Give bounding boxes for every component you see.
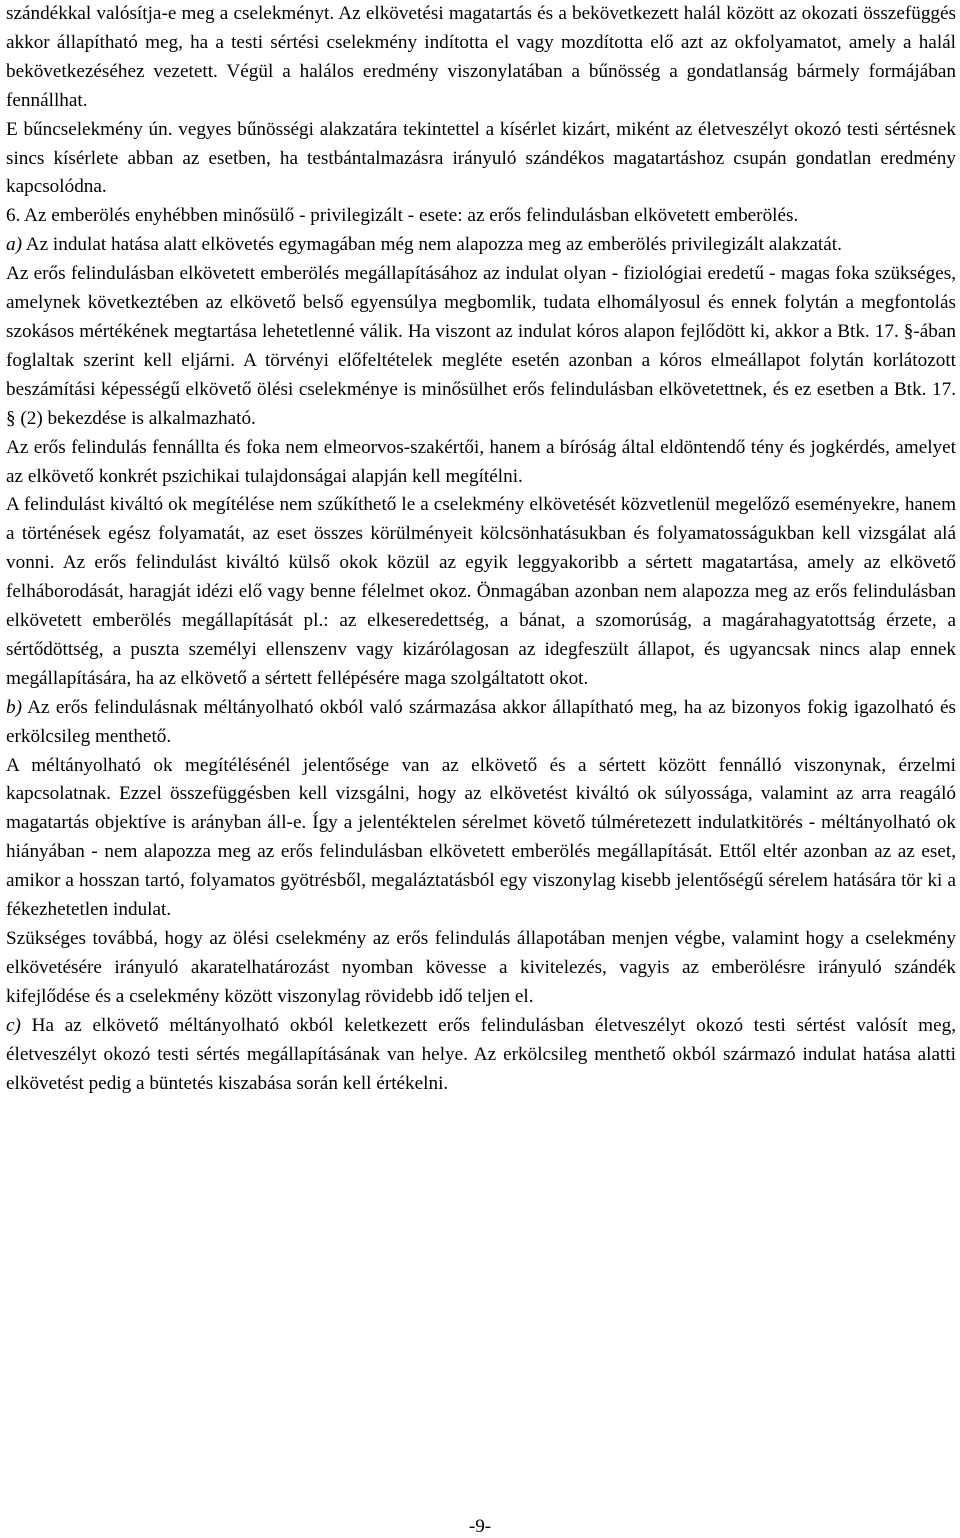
item-label: a) <box>6 234 22 256</box>
paragraph <box>6 1012 956 1099</box>
paragraph-text: Az erős felindulásban elkövetett emberölés megállapításához az indulat olyan - fiziológiai eredetű - magas foka szükséges, amelynek következtében az elkövető belső egyensúlya megbomlik, tudata elhomályosul és ennek folytán a megfontolás szokásos mértékének megtartása lehetetlenné válik. Ha viszont az indulat kóros alapon fejlődött ki, akkor a Btk. 17. §-ában foglaltak szerint kell eljárni. A törvényi előfeltételek megléte esetén azonban a kóros elmeállapot folytán korlátozott beszámítási képességű elkövető ölési cselekménye is minősülhet erős felindulásban elkövetettnek, és ez esetben a Btk. 17. § (2) bekezdése is alkalmazható. <box>6 263 956 429</box>
item-label: c) <box>6 1014 21 1036</box>
paragraph-text: szándékkal valósítja-e meg a cselekményt. Az elkövetési magatartás és a bekövetkezett halál között az okozati összefüggés akkor állapítható meg, ha a testi sértési cselekmény indította el vagy mozdította elő azt az okfolyamatot, amely a halál bekövetkezéséhez vezetett. Végül a halálos eredmény viszonylatában a bűnösség a gondatlanság bármely formájában fennállhat. <box>6 3 956 111</box>
paragraph <box>6 116 956 203</box>
paragraph-text: Az indulat hatása alatt elkövetés egymagában még nem alapozza meg az emberölés privilegizált alakzatát. <box>25 234 842 256</box>
paragraph-text: A méltányolható ok megítélésénél jelentősége van az elkövető és a sértett között fennálló viszonynak, érzelmi kapcsolatnak. Ezzel összefüggésben kell vizsgálni, hogy az elkövetést kiváltó ok súlyossága, valamint az arra reagáló magatartás objektíve is arányban áll-e. Így a jelentéktelen sérelmet követő túlméretezett indulatkitörés - méltányolható ok hiányában - nem alapozza meg az erős felindulásban elkövetett emberölés megállapítását. Ettől eltér azonban az az eset, amikor a hosszan tartó, folyamatos gyötrésből, megaláztatásból egy viszonylag kisebb jelentőségű sérelem hatására tör ki a fékezhetetlen indulat. <box>6 754 956 921</box>
paragraph-text: Ha az elkövető méltányolható okból keletkezett erős felindulásban életveszélyt okozó testi sértést valósít meg, életveszélyt okozó testi sértés megállapításának van helye. Az erkölcsileg menthető okból származó indulat hatása alatti elkövetést pedig a büntetés kiszabása során kell értékelni. <box>6 1014 956 1094</box>
paragraph-text: 6. Az emberölés enyhébben minősülő - privilegizált - esete: az erős felindulásban elkövetett emberölés. <box>6 205 799 227</box>
paragraph-text: Szükséges továbbá, hogy az ölési cselekmény az erős felindulás állapotában menjen végbe, valamint hogy a cselekmény elkövetésére irányuló akaratelhatározást nyomban kövesse a kivitelezés, vagyis az emberölésre irányuló szándék kifejlődése és a cselekmény között viszonylag rövidebb idő teljen el. <box>6 928 956 1007</box>
section-heading <box>6 202 956 231</box>
paragraph <box>6 694 956 752</box>
paragraph-text: A felindulást kiváltó ok megítélése nem szűkíthető le a cselekmény elkövetését közvetlenül megelőző eseményekre, hanem a történések egész folyamatát, az eset összes körülményeit kölcsönhatásukban és folyamatosságukban kell vizsgálat alá vonni. Az erős felindulást kiváltó külső okok közül az egyik leggyakoribb a sértett magatartása, amely az elkövető felháborodását, haragját idézi elő vagy benne félelmet okoz. Önmagában azonban nem alapozza meg az erős felindulásban elkövetett emberölés megállapítását pl.: az elkeseredettség, a bánat, a szomorúság, a magárahagyatottság érzete, a sértődöttség, a puszta személyi ellenszenv vagy kizárólagosan az idegfeszült állapot, és ugyancsak nincs alap ennek megállapítására, ha az elkövető a sértett fellépésére maga szolgáltatott okot. <box>6 494 956 689</box>
paragraph <box>6 434 956 492</box>
paragraph <box>6 0 956 116</box>
paragraph-text: E bűncselekmény ún. vegyes bűnösségi alakzatára tekintettel a kísérlet kizárt, miként az életveszélyt okozó testi sértésnek sincs kísérlete abban az esetben, ha testbántalmazásra irányuló szándékos magatartáshoz csupán gondatlan eredmény kapcsolódna. <box>6 118 956 198</box>
paragraph <box>6 231 956 260</box>
paragraph <box>6 491 956 693</box>
page-number: -9- <box>468 1516 492 1537</box>
paragraph-text: Az erős felindulás fennállta és foka nem elmeorvos-szakértői, hanem a bíróság által eldöntendő tény és jogkérdés, amelyet az elkövető konkrét pszichikai tulajdonságai alapján kell megítélni. <box>6 436 956 487</box>
paragraph <box>6 752 956 925</box>
paragraph <box>6 260 956 433</box>
paragraph <box>6 925 956 1012</box>
paragraph-text: Az erős felindulásnak méltányolható okból való származása akkor állapítható meg, ha az bizonyos fokig igazolható és erkölcsileg menthető. <box>6 696 956 747</box>
item-label: b) <box>6 696 22 718</box>
document-body <box>6 0 956 1098</box>
